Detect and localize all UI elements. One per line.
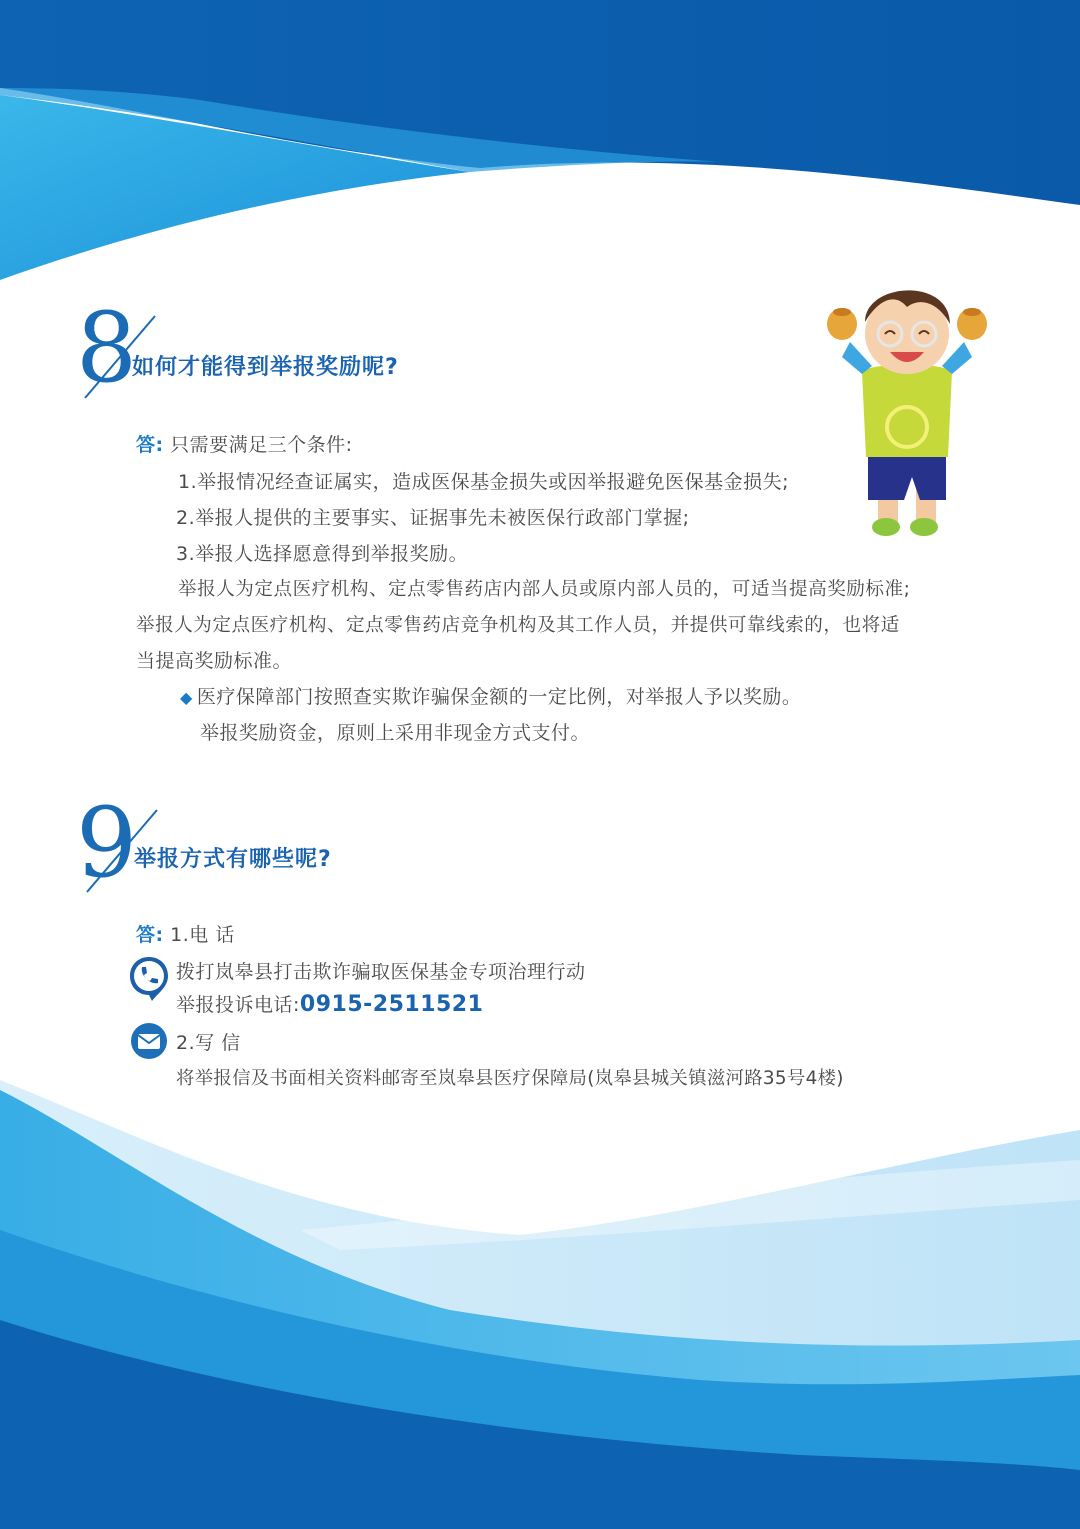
section8-title: 如何才能得到举报奖励呢? <box>132 355 399 380</box>
method2-title: 2.写 信 <box>176 1032 241 1054</box>
answer-label: 答: <box>136 434 164 456</box>
condition-3: 3.举报人选择愿意得到举报奖励。 <box>176 543 469 565</box>
section9-title: 举报方式有哪些呢? <box>134 847 332 872</box>
section8-answer-line <box>136 430 353 457</box>
method2-desc: 将举报信及书面相关资料邮寄至岚皋县医疗保障局(岚皋县城关镇滋河路35号4楼) <box>176 1068 844 1089</box>
method1-desc: 拨打岚皋县打击欺诈骗取医保基金专项治理行动 <box>176 961 586 983</box>
answer-label: 答: <box>136 924 164 946</box>
envelope-icon <box>130 1022 168 1060</box>
phone-icon <box>128 955 170 1003</box>
paragraph-line-1: 举报人为定点医疗机构、定点零售药店内部人员或原内部人员的，可适当提高奖励标准; <box>178 579 911 600</box>
method1-phone-line <box>176 990 483 1017</box>
section9-number: 9 <box>76 787 138 899</box>
section8-number: 8 <box>76 292 138 404</box>
paragraph-line-3: 当提高奖励标准。 <box>136 650 293 672</box>
answer-intro: 只需要满足三个条件: <box>170 434 353 456</box>
bullet-line <box>180 682 801 709</box>
condition-2: 2.举报人提供的主要事实、证据事先未被医保行政部门掌握; <box>176 507 690 529</box>
diamond-bullet-icon: ◆ <box>180 688 193 707</box>
bullet-line-2: 举报奖励资金，原则上采用非现金方式支付。 <box>200 722 591 744</box>
bullet-text: 医疗保障部门按照查实欺诈骗保金额的一定比例，对举报人予以奖励。 <box>196 686 802 708</box>
paragraph-line-2: 举报人为定点医疗机构、定点零售药店竞争机构及其工作人员，并提供可靠线索的，也将适 <box>136 615 900 636</box>
phone-label: 举报投诉电话: <box>176 994 300 1016</box>
phone-number: 0915-2511521 <box>299 992 484 1017</box>
boy-mascot-illustration <box>820 262 995 547</box>
condition-1: 1.举报情况经查证属实，造成医保基金损失或因举报避免医保基金损失; <box>178 471 790 493</box>
section9-answer-line <box>136 920 235 947</box>
method1-title: 1.电 话 <box>170 924 235 946</box>
